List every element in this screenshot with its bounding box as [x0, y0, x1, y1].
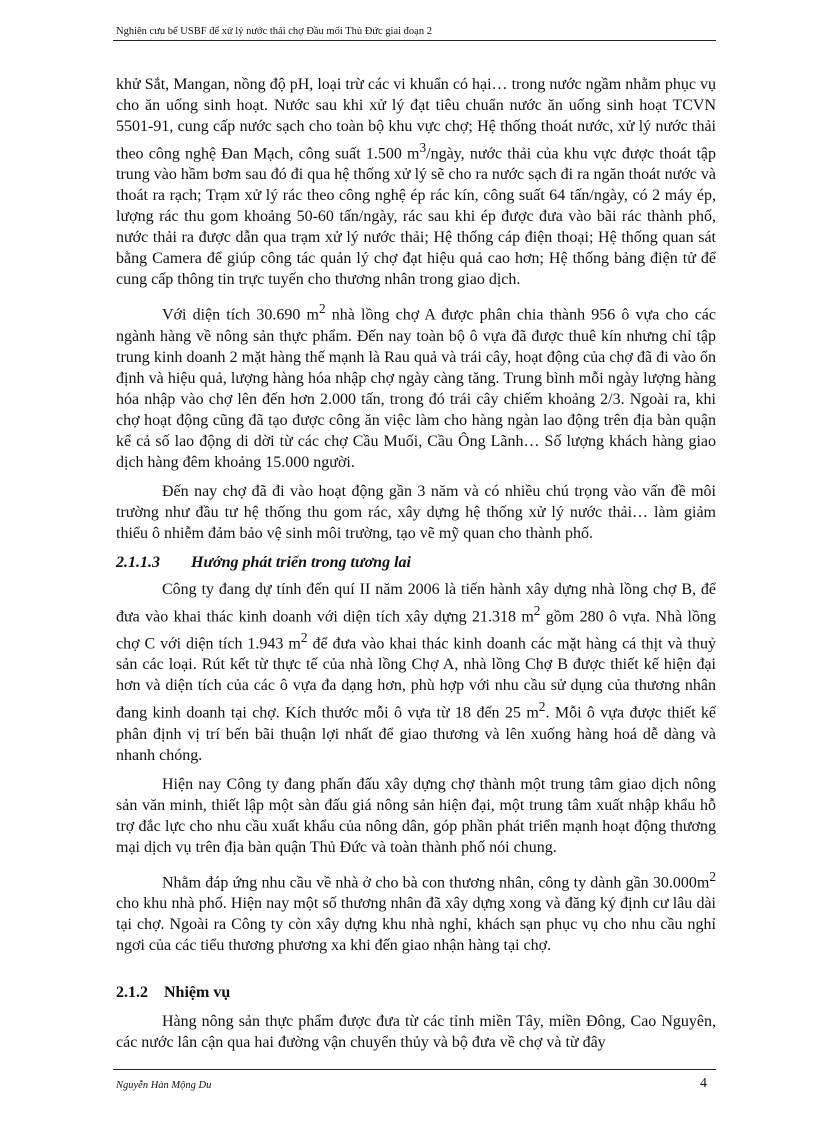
section-heading-2-1-2: [116, 982, 716, 1003]
footer-author: Nguyễn Hàn Mộng Du: [116, 1080, 212, 1091]
paragraph-6: Nhằm đáp ứng nhu cầu về nhà ở cho bà con thương nhân, công ty dành gần $30.000m^2$ cho khu nhà phố. Hiện nay một số thương nhân đã xây dựng xong và đăng ký định cư lâu dài tại chợ. Ngoài ra Công ty còn xây dựng khu nhà nghỉ, khách sạn phục vụ cho nhu cầu nghỉ ngơi của các tiểu thương phương xa khi đến giao nhận hàng tại chợ.: [116, 868, 716, 954]
paragraph-4: Công ty đang dự tính đến quí II năm 2006 là tiến hành xây dựng nhà lồng chợ B, để đưa vào khai thác kinh doanh với diện tích xây dựng 21.318 $m^2$ gồm 280 ô vựa. Nhà lồng chợ C với diện tích 1.943 $m^2$ để đưa vào khai thác kinh doanh các mặt hàng cá thịt và thuỷ sản các loại. Rút kết từ thực tế của nhà lồng Chợ A, nhà lồng Chợ B được thiết kế hiện đại hơn và diện tích của các ô vựa đa dạng hơn, phù hợp với nhu cầu sử dụng của thương nhân đang kinh doanh tại chợ. Kích thước mỗi ô vựa từ 18 đến 25 $m^2$. Mỗi ô vựa được thiết kế phân định vị trí bến bãi thuận lợi nhất để giao thương và lên xuống hàng hoá dễ dàng và nhanh chóng.: [116, 580, 717, 764]
section-heading-2-1-1-3: [116, 552, 716, 573]
header-divider: [113, 40, 716, 41]
footer-divider: [113, 1069, 716, 1070]
paragraph-1: khử Sắt, Mangan, nồng độ pH, loại trừ các vi khuẩn có hại… trong nước ngầm nhằm phục vụ cho ăn uống sinh hoạt. Nước sau khi xử lý đạt tiêu chuẩn nước ăn uống sinh hoạt TCVN 5501-91, cung cấp nước sạch cho toàn bộ khu vực chợ; Hệ thống thoát nước, xử lý nước thải theo công nghệ Đan Mạch, công suất 1.500 $m^3$/ngày, nước thải của khu vực được thoát tập trung vào hầm bơm sau đó đi qua hệ thống xử lý sẽ cho ra nước sạch đi ra ngăn thoát nước và thoát ra rạch; Trạm xử lý rác theo công nghệ ép rác kín, công suất 64 tấn/ngày, có 2 máy ép, lượng rác thu gom khoảng 50-60 tấn/ngày, rác sau khi ép được đưa vào bãi rác thành phố, nước thải ra được dẫn qua trạm xử lý nước thải; Hệ thống cáp điện thoại; Hệ thống quan sát bằng Camera để giúp công tác quản lý chợ đạt hiệu quả cao hơn; Hệ thống bảng điện tử để cung cấp thông tin trực tuyến cho thương nhân trong giao dịch.: [116, 76, 716, 289]
section-number: 2.1.2: [116, 983, 148, 1001]
page-body: [116, 74, 716, 1061]
paragraph-3: Đến nay chợ đã đi vào hoạt động gần 3 năm và có nhiều chú trọng vào vấn đề môi trường như đầu tư hệ thống thu gom rác, xây dựng hệ thống xử lý nước thải… làm giảm thiểu ô nhiễm đảm bảo vệ sinh môi trường, tạo vẽ mỹ quan cho thành phố.: [116, 482, 716, 542]
section-title: Nhiệm vụ: [164, 983, 231, 1001]
paragraph-7: Hàng nông sản thực phẩm được đưa từ các tỉnh miền Tây, miền Đông, Cao Nguyên, các nước lân cận qua hai đường vận chuyển thủy và bộ đưa về chợ và từ đây: [116, 1012, 716, 1051]
running-header: Nghiên cưu bể USBF để xử lý nước thải chợ Đầu mối Thủ Đức giai đoạn 2: [116, 26, 432, 37]
section-title: Hướng phát triển trong tương lai: [191, 553, 411, 571]
section-number: 2.1.1.3: [116, 553, 160, 571]
page-number: 4: [700, 1076, 707, 1091]
paragraph-2: Với diện tích 30.690 $m^2$ nhà lồng chợ A được phân chia thành 956 ô vựa cho các ngành hàng về nông sản thực phẩm. Đến nay toàn bộ ô vựa đã được thuê kín nhưng chỉ tập trung kinh doanh 2 mặt hàng thế mạnh là Rau quả và trái cây, hoạt động của chợ đã đi vào ổn định và hiệu quả, lượng hàng hóa nhập chợ ngày càng tăng. Trung bình mỗi ngày lượng hàng hóa nhập vào chợ lên đến hơn 2.000 tấn, trong đó trái cây chiếm khoảng 2/3. Ngoài ra, khi chợ hoạt động cũng đã tạo được công ăn việc làm cho hàng ngàn lao động trên địa bàn quận kể cả số lao động di dời từ các chợ Cầu Muối, Cầu Ông Lãnh… Số lượng khách hàng giao dịch hàng đêm khoảng 15.000 người.: [116, 301, 716, 471]
paragraph-5: Hiện nay Công ty đang phấn đấu xây dựng chợ thành một trung tâm giao dịch nông sản văn minh, thiết lập một sàn đấu giá nông sản hiện đại, một trung tâm xuất nhập khẩu hỗ trợ đắc lực cho nhu cầu xuất khẩu của nông dân, góp phần phát triển mạnh hoạt động thương mại dịch vụ trên địa bàn quận Thủ Đức và toàn thành phố nói chung.: [116, 775, 716, 856]
